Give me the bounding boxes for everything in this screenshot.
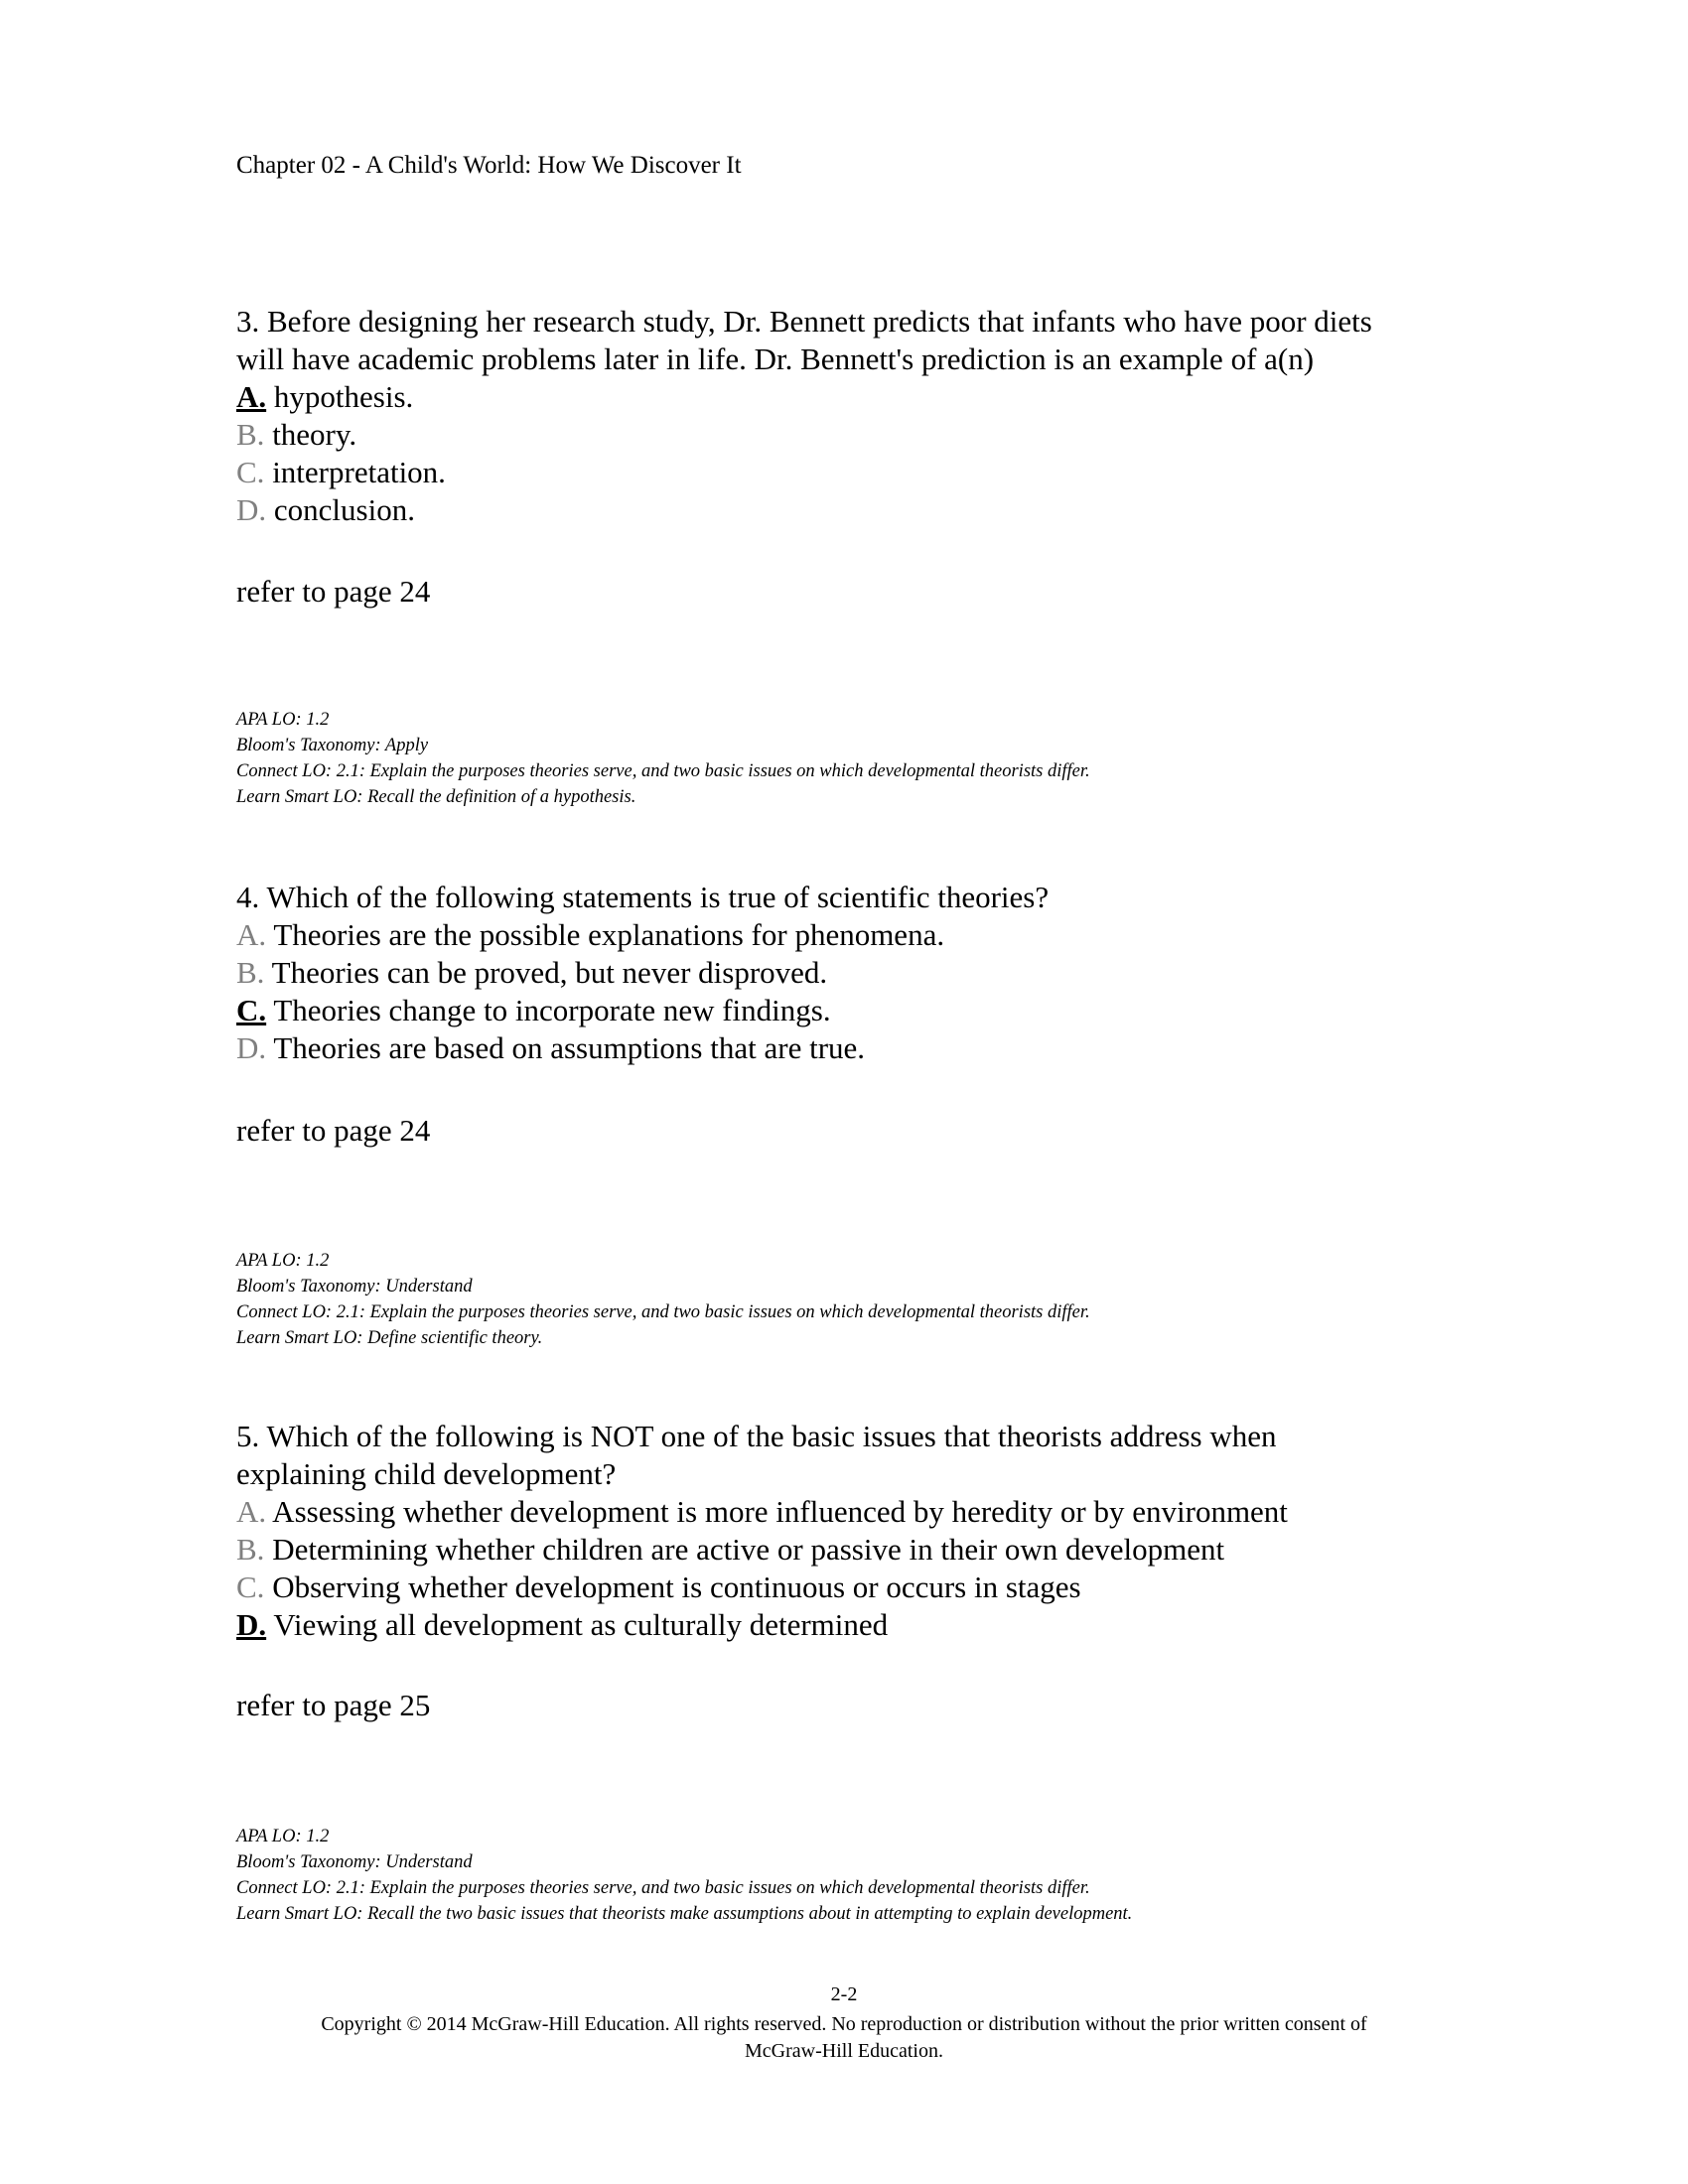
objective-line: APA LO: 1.2 <box>236 1251 330 1271</box>
objective-line: Learn Smart LO: Recall the definition of a hypothesis. <box>236 787 636 807</box>
objective-line: APA LO: 1.2 <box>236 710 330 730</box>
option-letter: C. <box>236 1570 265 1604</box>
answer-option <box>236 454 1477 491</box>
answer-option <box>236 1569 1477 1606</box>
option-text: conclusion. <box>266 492 415 527</box>
question-stem: 5. Which of the following is NOT one of the basic issues that theorists address when <box>236 1419 1277 1453</box>
objective-line: APA LO: 1.2 <box>236 1827 330 1846</box>
option-letter: A. <box>236 1494 267 1529</box>
answer-option <box>236 491 1477 529</box>
answer-option <box>236 416 1477 454</box>
option-text: interpretation. <box>264 455 446 489</box>
objective-line: Bloom's Taxonomy: Apply <box>236 736 429 755</box>
option-letter: B. <box>236 955 265 990</box>
chapter-header: Chapter 02 - A Child's World: How We Discover It <box>236 152 742 179</box>
option-letter: A. <box>236 917 267 952</box>
page-reference: refer to page 24 <box>236 574 431 609</box>
answer-option <box>236 992 1477 1029</box>
correct-answer-letter: A. <box>236 379 267 414</box>
option-letter: B. <box>236 417 265 452</box>
copyright-line-1: Copyright © 2014 McGraw-Hill Education. All rights reserved. No reproduction or distribution without the prior written consent of <box>321 2013 1367 2035</box>
option-letter: C. <box>236 455 265 489</box>
answer-option <box>236 954 1477 992</box>
option-text: Theories change to incorporate new findings. <box>266 993 831 1027</box>
page-reference: refer to page 24 <box>236 1113 431 1148</box>
answer-option <box>236 1493 1477 1531</box>
objective-line: Connect LO: 2.1: Explain the purposes theories serve, and two basic issues on which developmental theorists differ. <box>236 1878 1090 1898</box>
option-text: Theories are the possible explanations for phenomena. <box>266 917 945 952</box>
option-text: theory. <box>264 417 357 452</box>
question-stem: 3. Before designing her research study, Dr. Bennett predicts that infants who have poor diets <box>236 304 1372 339</box>
correct-answer-letter: D. <box>236 1607 267 1642</box>
answer-option <box>236 1029 1477 1067</box>
option-letter: D. <box>236 492 267 527</box>
learning-objectives <box>236 1248 1090 1351</box>
objective-line: Connect LO: 2.1: Explain the purposes theories serve, and two basic issues on which developmental theorists differ. <box>236 761 1090 781</box>
answer-option <box>236 378 1477 416</box>
question-5 <box>236 1418 1477 1644</box>
question-stem: explaining child development? <box>236 1456 617 1491</box>
learning-objectives <box>236 1824 1132 1927</box>
answer-option <box>236 916 1477 954</box>
option-letter: B. <box>236 1532 265 1567</box>
option-text: Theories can be proved, but never disproved. <box>264 955 828 990</box>
correct-answer-letter: C. <box>236 993 267 1027</box>
objective-line: Bloom's Taxonomy: Understand <box>236 1852 473 1872</box>
objective-line: Learn Smart LO: Recall the two basic issues that theorists make assumptions about in attempting to explain development. <box>236 1904 1133 1924</box>
question-4 <box>236 879 1477 1067</box>
option-text: Assessing whether development is more influenced by heredity or by environment <box>266 1494 1288 1529</box>
objective-line: Learn Smart LO: Define scientific theory. <box>236 1328 543 1348</box>
answer-option <box>236 1531 1477 1569</box>
objective-line: Connect LO: 2.1: Explain the purposes theories serve, and two basic issues on which developmental theorists differ. <box>236 1302 1090 1322</box>
objective-line: Bloom's Taxonomy: Understand <box>236 1277 473 1297</box>
option-text: Observing whether development is continuous or occurs in stages <box>264 1570 1081 1604</box>
answer-option <box>236 1606 1477 1644</box>
option-letter: D. <box>236 1030 267 1065</box>
question-stem: 4. Which of the following statements is true of scientific theories? <box>236 880 1050 914</box>
option-text: hypothesis. <box>266 379 414 414</box>
page-reference: refer to page 25 <box>236 1688 431 1722</box>
page-number: 2-2 <box>830 1983 858 2005</box>
question-3 <box>236 303 1477 529</box>
option-text: Viewing all development as culturally determined <box>266 1607 889 1642</box>
learning-objectives <box>236 707 1090 810</box>
question-stem: will have academic problems later in life. Dr. Bennett's prediction is an example of a(n) <box>236 341 1315 376</box>
option-text: Determining whether children are active or passive in their own development <box>264 1532 1225 1567</box>
copyright-line-2: McGraw-Hill Education. <box>745 2040 943 2062</box>
option-text: Theories are based on assumptions that are true. <box>266 1030 866 1065</box>
